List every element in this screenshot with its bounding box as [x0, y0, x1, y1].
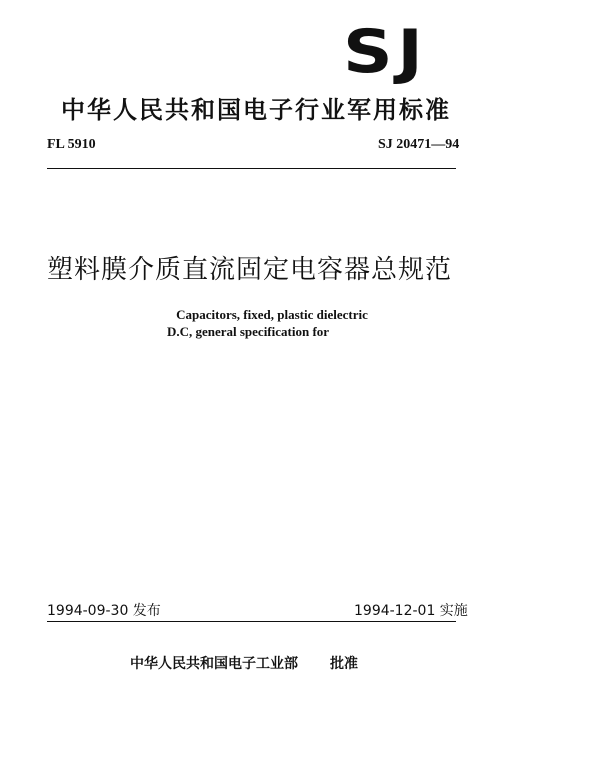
implement-date: 1994-12-01 实施: [354, 603, 468, 619]
org-name: 中华人民共和国电子行业军用标准: [61, 96, 451, 124]
approving-authority: 中华人民共和国电子工业部: [130, 656, 298, 672]
english-title-line1: Capacitors, fixed, plastic dielectric: [176, 307, 368, 322]
english-title-line2: D.C, general specification for: [166, 324, 330, 339]
approve-label: 批准: [330, 656, 358, 672]
standard-number: SJ 20471—94: [378, 137, 460, 152]
bottom-divider: [47, 621, 456, 622]
fl-code: FL 5910: [47, 137, 96, 152]
top-divider: [47, 168, 456, 169]
sj-logo: SJ: [343, 17, 428, 87]
issue-date: 1994-09-30 发布: [47, 603, 161, 619]
chinese-title: 塑料膜介质直流固定电容器总规范: [47, 255, 453, 285]
